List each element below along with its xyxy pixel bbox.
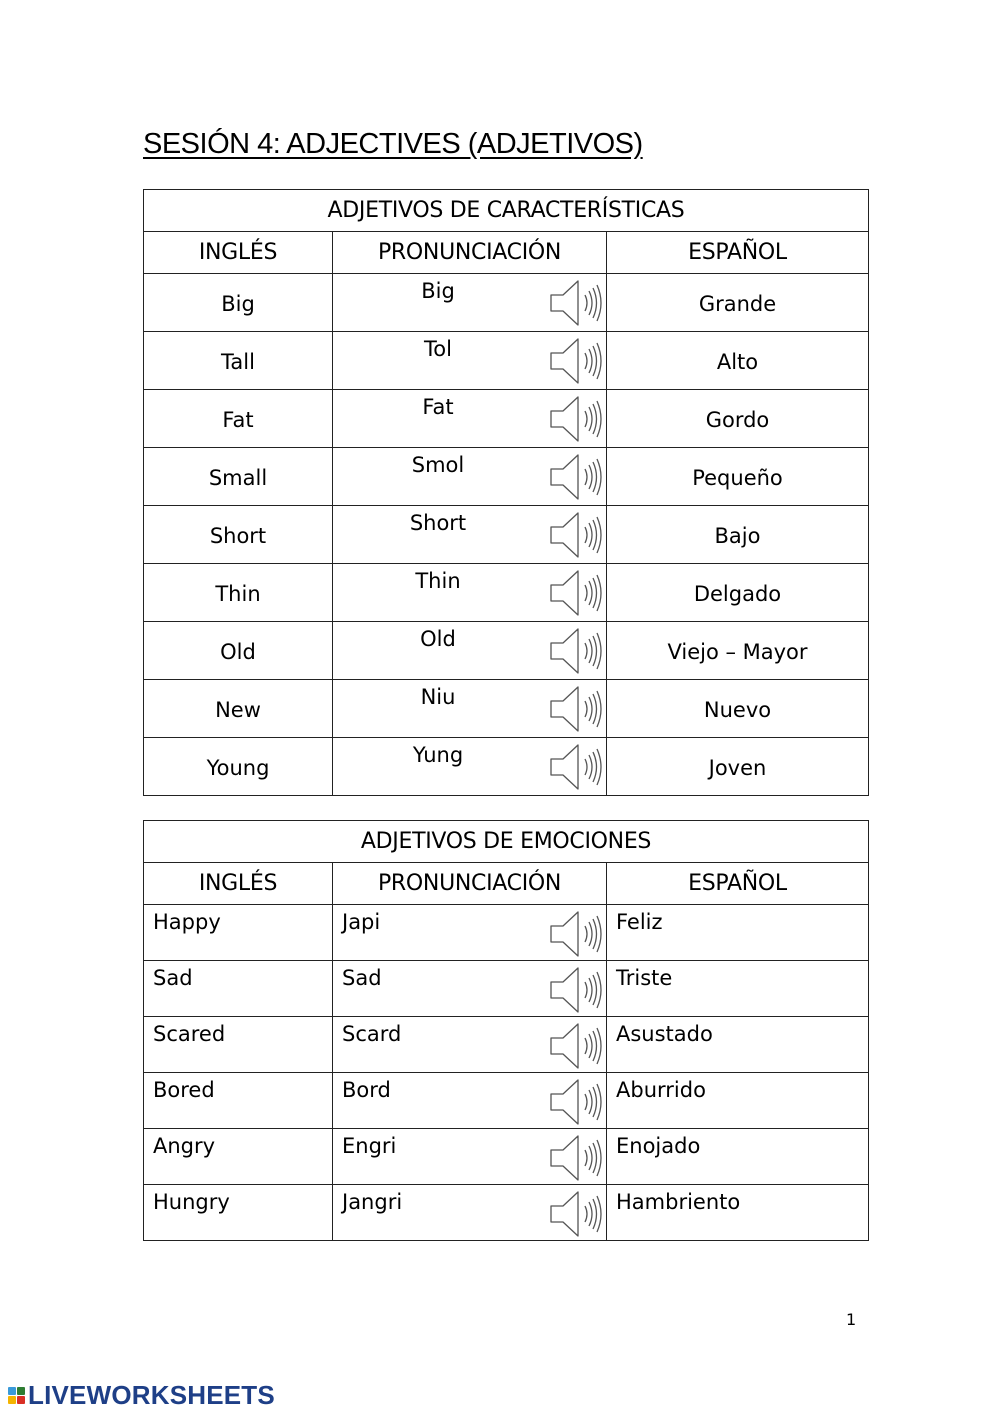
spanish-word: Delgado [607,564,869,622]
table-row [144,738,869,796]
footer-brand[interactable] [8,1380,275,1411]
pronunciation-text: Tol [424,337,452,361]
pronunciation-cell [333,1129,607,1185]
table-row [144,622,869,680]
spanish-word-cell [607,1129,869,1185]
pronunciation-text: Jangri [342,1190,403,1214]
pronunciation-text: Bord [342,1078,391,1102]
liveworksheets-logo-icon [8,1387,25,1404]
english-word: Tall [144,332,333,390]
speaker-icon[interactable] [548,278,604,328]
column-header-espanol: ESPAÑOL [607,232,869,274]
spanish-word: Alto [607,332,869,390]
speaker-icon[interactable] [548,965,604,1015]
pronunciation-text: Yung [412,743,464,767]
spanish-word-cell [607,1017,869,1073]
english-word: Big [144,274,333,332]
column-header-ingles: INGLÉS [144,863,333,905]
pronunciation-cell [333,680,607,738]
pronunciation-text: Sad [342,966,382,990]
spanish-word: Viejo – Mayor [607,622,869,680]
table-row [144,274,869,332]
column-header-ingles: INGLÉS [144,232,333,274]
spanish-word-cell [607,905,869,961]
brand-name: LIVEWORKSHEETS [28,1380,275,1410]
table-row [144,680,869,738]
spanish-word: Asustado [616,1022,713,1046]
speaker-icon[interactable] [548,568,604,618]
pronunciation-cell [333,961,607,1017]
pronunciation-cell [333,564,607,622]
table-row [144,905,869,961]
spanish-word: Hambriento [616,1190,741,1214]
speaker-icon[interactable] [548,394,604,444]
english-word: Sad [153,966,193,990]
english-word: Fat [144,390,333,448]
pronunciation-text: Engri [342,1134,397,1158]
speaker-icon[interactable] [548,626,604,676]
speaker-icon[interactable] [548,1077,604,1127]
table-heading: ADJETIVOS DE EMOCIONES [144,821,869,863]
pronunciation-cell [333,1073,607,1129]
speaker-icon[interactable] [548,510,604,560]
spanish-word: Enojado [616,1134,701,1158]
page-number: 1 [846,1310,857,1329]
spanish-word: Gordo [607,390,869,448]
table-row [144,506,869,564]
english-word-cell [144,1017,333,1073]
spanish-word: Triste [616,966,673,990]
speaker-icon[interactable] [548,336,604,386]
pronunciation-text: Thin [415,569,461,593]
english-word: Thin [144,564,333,622]
table-row [144,1129,869,1185]
english-word: New [144,680,333,738]
speaker-icon[interactable] [548,684,604,734]
english-word: Short [144,506,333,564]
pronunciation-text: Scard [342,1022,402,1046]
speaker-icon[interactable] [548,452,604,502]
english-word-cell [144,905,333,961]
english-word: Young [144,738,333,796]
table-row [144,332,869,390]
spanish-word: Nuevo [607,680,869,738]
pronunciation-text: Niu [420,685,456,709]
pronunciation-cell [333,1185,607,1241]
speaker-icon[interactable] [548,1133,604,1183]
pronunciation-cell [333,506,607,564]
page-title: SESIÓN 4: ADJECTIVES (ADJETIVOS) [143,128,643,160]
pronunciation-text: Smol [411,453,465,477]
speaker-icon[interactable] [548,1189,604,1239]
pronunciation-text: Japi [342,910,381,934]
emotions-table [143,820,869,1241]
table-heading: ADJETIVOS DE CARACTERÍSTICAS [144,190,869,232]
table-row [144,564,869,622]
spanish-word: Aburrido [616,1078,706,1102]
spanish-word: Joven [607,738,869,796]
spanish-word-cell [607,961,869,1017]
table-row [144,961,869,1017]
table-row [144,1073,869,1129]
pronunciation-cell [333,738,607,796]
english-word: Scared [153,1022,226,1046]
characteristics-table [143,189,869,796]
pronunciation-text: Short [409,511,467,535]
speaker-icon[interactable] [548,742,604,792]
english-word: Old [144,622,333,680]
pronunciation-text: Fat [422,395,454,419]
pronunciation-cell [333,1017,607,1073]
pronunciation-cell [333,622,607,680]
pronunciation-cell [333,905,607,961]
english-word-cell [144,1129,333,1185]
spanish-word: Grande [607,274,869,332]
spanish-word: Pequeño [607,448,869,506]
english-word: Hungry [153,1190,230,1214]
english-word: Angry [153,1134,216,1158]
english-word: Bored [153,1078,215,1102]
pronunciation-cell [333,390,607,448]
column-header-pronunciacion: PRONUNCIACIÓN [333,232,607,274]
english-word-cell [144,961,333,1017]
pronunciation-cell [333,332,607,390]
table-row [144,1017,869,1073]
speaker-icon[interactable] [548,1021,604,1071]
pronunciation-text: Big [421,279,455,303]
table-row [144,390,869,448]
pronunciation-cell [333,448,607,506]
column-header-espanol: ESPAÑOL [607,863,869,905]
speaker-icon[interactable] [548,909,604,959]
pronunciation-text: Old [420,627,456,651]
spanish-word-cell [607,1073,869,1129]
spanish-word: Feliz [616,910,663,934]
english-word: Happy [153,910,221,934]
table-row [144,448,869,506]
spanish-word: Bajo [607,506,869,564]
spanish-word-cell [607,1185,869,1241]
table-row [144,1185,869,1241]
english-word-cell [144,1185,333,1241]
english-word: Small [144,448,333,506]
english-word-cell [144,1073,333,1129]
pronunciation-cell [333,274,607,332]
column-header-pronunciacion: PRONUNCIACIÓN [333,863,607,905]
